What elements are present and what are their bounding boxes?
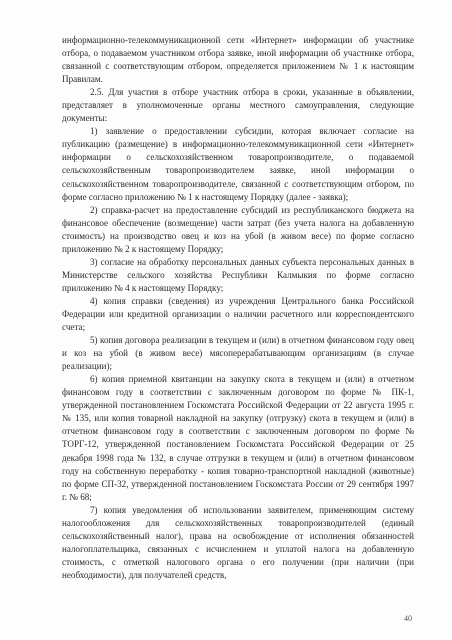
- paragraph-item-4: 4) копия справки (сведения) из учреждения Центрального банка Российской Федерации или кредитной организации о наличии расчетного или корреспондентского счета;: [62, 295, 414, 333]
- document-body: [62, 34, 414, 582]
- paragraph-item-5: 5) копия договора реализации в текущем и (или) в отчетном финансовом году овец и коз на убой (в живом весе) мясоперерабатывающим организациям (в случае реализации);: [62, 335, 414, 372]
- paragraph-item-2: 2) справка-расчет на предоставление субсидий из республиканского бюджета на финансовое обеспечение (возмещение) части затрат (без учета налога на добавленную стоимость) на производство овец и коз на убой (в живом весе) по форме согласно приложению № 2 к настоящему Порядку;: [62, 204, 414, 254]
- paragraph-item-7: 7) копия уведомления об использовании заявителем, применяющим систему налогообложения для сельскохозяйственных товаропроизводителей (единый сельскохозяйственный налог), права на освобождение от исполнения обязанностей налогоплательщика, связанных с исчислением и уплатой налога на добавленную стоимость, с отметкой налогового органа о его получении (при наличии (при необходимости), для получателей средств,: [62, 504, 414, 580]
- paragraph-item-6: 6) копия приемной квитанции на закупку скота в текущем и (или) в отчетном финансовом году в соответствии с заключенным договором по форме № ПК-1, утвержденной постановлением Госкомстата Российской Федерации от 22 августа 1995 г. № 135, или копия товарной накладной на закупку (отгрузку) скота в текущем и (или) в отчетном финансовом году в соответствии с заключенным договором по форме № ТОРГ-12, утвержденной постановлением Госкомстата Российской Федерации от 25 декабря 1998 года № 132, в случае отгрузки в текущем и (или) в отчетном финансовом году на собственную переработку - копия товарно-транспортной накладной (животные) по форме СП-32, утвержденной постановлением Госкомстата России от 29 сентября 1997 г. № 68;: [62, 374, 414, 502]
- paragraph-item-1: 1) заявление о предоставлении субсидии, которая включает согласие на публикацию (размещение) в информационно-телекоммуникационной сети «Интернет» информации о сельскохозяйственном товаропроизводителе, о подаваемой сельскохозяйственным товаропроизводителем заявке, иной информации о сельскохозяйственном товаропроизводителе, связанной с соответствующим отбором, по форме согласно приложению № 1 к настоящему Порядку (далее - заявка);: [62, 126, 414, 202]
- paragraph-continuation: информационно-телекоммуникационной сети «Интернет» информации об участнике отбора, о подаваемом участником отбора заявке, иной информации об участнике отбора, связанной с соответствующим отбором, определяется приложением № 1 к настоящим Правилам.: [62, 35, 414, 85]
- page-number: 40: [404, 614, 412, 623]
- paragraph-item-3: 3) согласие на обработку персональных данных субъекта персональных данных в Министерстве сельского хозяйства Республики Калмыкия по форме согласно приложению № 4 к настоящему Порядку;: [62, 256, 414, 293]
- paragraph-section-2-5: 2.5. Для участия в отборе участник отбора в сроки, указанные в объявлении, представляет в уполномоченные органы местного самоуправления, следующие документы:: [62, 87, 414, 124]
